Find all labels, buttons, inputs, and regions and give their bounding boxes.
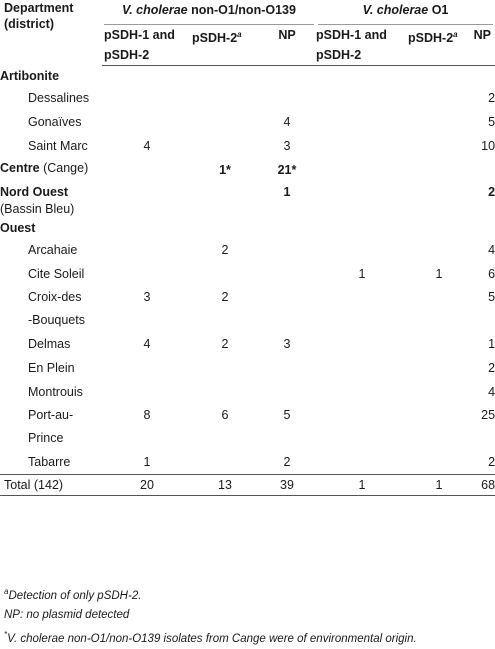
count-cell	[258, 262, 316, 286]
count-cell	[102, 182, 192, 218]
count-cell: 2	[283, 454, 291, 469]
footnote-np: NP: no plasmid detected	[4, 608, 130, 621]
row-label	[0, 66, 102, 86]
count-cell	[408, 332, 470, 356]
row-label: Montrouis	[28, 384, 83, 399]
count-cell	[192, 380, 258, 404]
total-cell: 13	[192, 474, 258, 495]
row-label	[0, 218, 102, 238]
total-label: Total (142)	[0, 474, 102, 495]
count-cell	[408, 218, 470, 238]
district-row	[0, 134, 495, 158]
row-label: Cite Soleil	[28, 266, 85, 281]
count-cell: 5	[283, 407, 291, 422]
count-cell	[192, 86, 258, 110]
count-cell	[408, 286, 470, 332]
district-row	[0, 86, 495, 110]
count-cell	[316, 286, 408, 332]
count-cell: 4	[143, 336, 151, 351]
count-cell	[316, 158, 408, 182]
count-cell	[192, 450, 258, 475]
count-cell	[316, 86, 408, 110]
col-header-psdh1-psdh2-o1: pSDH-1 and pSDH-2	[316, 25, 408, 66]
count-cell	[408, 450, 470, 475]
count-cell	[192, 218, 258, 238]
count-cell: 10	[481, 138, 495, 153]
row-label	[0, 404, 102, 450]
district-name: (Cange)	[39, 160, 89, 175]
count-cell	[408, 158, 470, 182]
count-cell	[316, 182, 408, 218]
footnote-star: *V. cholerae non-O1/non-O139 isolates from Cange were of environmental origin.	[4, 629, 417, 645]
count-cell	[408, 110, 470, 134]
col-header-psdh2-o1: pSDH-2$^a$	[408, 25, 470, 66]
district-name: -Bouquets	[28, 312, 85, 327]
count-cell	[258, 218, 316, 238]
count-cell	[470, 218, 495, 238]
district-row	[0, 238, 495, 262]
count-cell: 4	[143, 138, 151, 153]
count-cell: 2	[221, 336, 229, 351]
total-cell: 20	[102, 474, 192, 495]
count-cell	[102, 238, 192, 262]
footnotes	[4, 582, 417, 649]
col-header-psdh2: pSDH-2$^a$	[192, 25, 258, 66]
group-header-non-o1: V. cholerae non-O1/non-O139	[102, 0, 316, 25]
count-cell	[408, 66, 470, 86]
row-label	[0, 286, 102, 332]
count-cell	[258, 356, 316, 380]
count-cell: 2	[488, 90, 495, 105]
count-cell: 2	[488, 184, 495, 199]
district-row	[0, 450, 495, 475]
district-row	[0, 380, 495, 404]
count-cell	[258, 86, 316, 110]
count-cell	[102, 110, 192, 134]
count-cell	[102, 66, 192, 86]
district-name: Croix-des	[28, 289, 82, 304]
count-cell: 8	[143, 407, 151, 422]
district-name: Port-au-	[28, 407, 74, 422]
count-cell	[316, 356, 408, 380]
count-cell: 2	[488, 454, 495, 469]
count-cell	[316, 218, 408, 238]
count-cell	[408, 238, 470, 262]
count-cell	[192, 182, 258, 218]
count-cell: 3	[283, 336, 291, 351]
count-cell	[258, 238, 316, 262]
count-cell: 1	[358, 266, 366, 281]
count-cell	[316, 238, 408, 262]
total-row	[0, 474, 495, 495]
total-cell: 1	[316, 474, 408, 495]
count-cell	[102, 356, 192, 380]
count-cell: 1	[283, 184, 291, 199]
department-row	[0, 66, 495, 86]
count-cell	[102, 218, 192, 238]
row-label	[0, 158, 102, 182]
row-label: Dessalines	[28, 90, 90, 105]
count-cell: 2	[488, 360, 495, 375]
count-cell: 6	[221, 407, 229, 422]
department-name: Centre	[0, 160, 40, 175]
count-cell	[316, 110, 408, 134]
row-label: Gonaïves	[28, 114, 82, 129]
count-cell	[316, 332, 408, 356]
department-row	[0, 218, 495, 238]
count-cell	[316, 404, 408, 450]
count-cell	[408, 380, 470, 404]
count-cell: 3	[143, 289, 151, 304]
district-row	[0, 286, 495, 332]
row-label: Saint Marc	[28, 138, 88, 153]
district-name: Prince	[28, 430, 64, 445]
district-row	[0, 404, 495, 450]
count-cell: 4	[283, 114, 291, 129]
count-cell	[258, 380, 316, 404]
count-cell	[102, 158, 192, 182]
group-header-o1: V. cholerae O1	[316, 0, 495, 25]
count-cell	[408, 86, 470, 110]
district-row	[0, 356, 495, 380]
department-name: Nord Ouest	[0, 184, 69, 199]
count-cell	[102, 262, 192, 286]
count-cell: 3	[283, 138, 291, 153]
count-cell	[408, 356, 470, 380]
total-cell: 39	[258, 474, 316, 495]
district-row	[0, 262, 495, 286]
count-cell	[316, 66, 408, 86]
count-cell	[408, 404, 470, 450]
row-label: Arcahaie	[28, 242, 78, 257]
count-cell	[258, 66, 316, 86]
count-cell: 21*	[277, 162, 297, 177]
count-cell	[408, 134, 470, 158]
count-cell	[470, 66, 495, 86]
count-cell	[192, 356, 258, 380]
department-name: Artibonite	[0, 68, 60, 83]
count-cell	[192, 262, 258, 286]
count-cell	[408, 182, 470, 218]
district-row	[0, 332, 495, 356]
count-cell	[192, 66, 258, 86]
count-cell	[258, 286, 316, 332]
count-cell	[316, 134, 408, 158]
count-cell	[316, 380, 408, 404]
count-cell: 6	[488, 266, 495, 281]
col-header-psdh1-psdh2: pSDH-1 and pSDH-2	[102, 25, 192, 66]
count-cell: 4	[488, 384, 495, 399]
district-name: (Bassin Bleu)	[0, 201, 75, 216]
total-cell: 68	[470, 474, 495, 495]
count-cell: 2	[221, 242, 229, 257]
count-cell	[192, 134, 258, 158]
count-cell: 1*	[219, 162, 231, 177]
count-cell: 2	[221, 289, 229, 304]
department-name: Ouest	[0, 220, 36, 235]
count-cell: 25	[481, 407, 495, 422]
department-header: Department (district)	[4, 1, 74, 31]
count-cell: 1	[143, 454, 151, 469]
row-label: En Plein	[28, 360, 75, 375]
count-cell: 5	[488, 289, 495, 304]
department-row	[0, 182, 495, 218]
department-row	[0, 158, 495, 182]
count-cell: 1	[488, 336, 495, 351]
count-cell	[102, 380, 192, 404]
count-cell	[470, 158, 495, 182]
count-cell: 5	[488, 114, 495, 129]
col-header-np-o1: NP	[470, 25, 495, 66]
count-cell: 4	[488, 242, 495, 257]
table-body	[0, 66, 495, 475]
count-cell	[316, 450, 408, 475]
district-row	[0, 110, 495, 134]
count-cell	[192, 110, 258, 134]
count-cell: 1	[435, 266, 443, 281]
row-label	[0, 182, 102, 218]
total-cell: 1	[408, 474, 470, 495]
footnote-a: $^a$Detection of only pSDH-2.	[4, 587, 142, 602]
row-label: Tabarre	[28, 454, 71, 469]
row-label: Delmas	[28, 336, 71, 351]
count-cell	[102, 86, 192, 110]
col-header-np: NP	[258, 25, 316, 66]
